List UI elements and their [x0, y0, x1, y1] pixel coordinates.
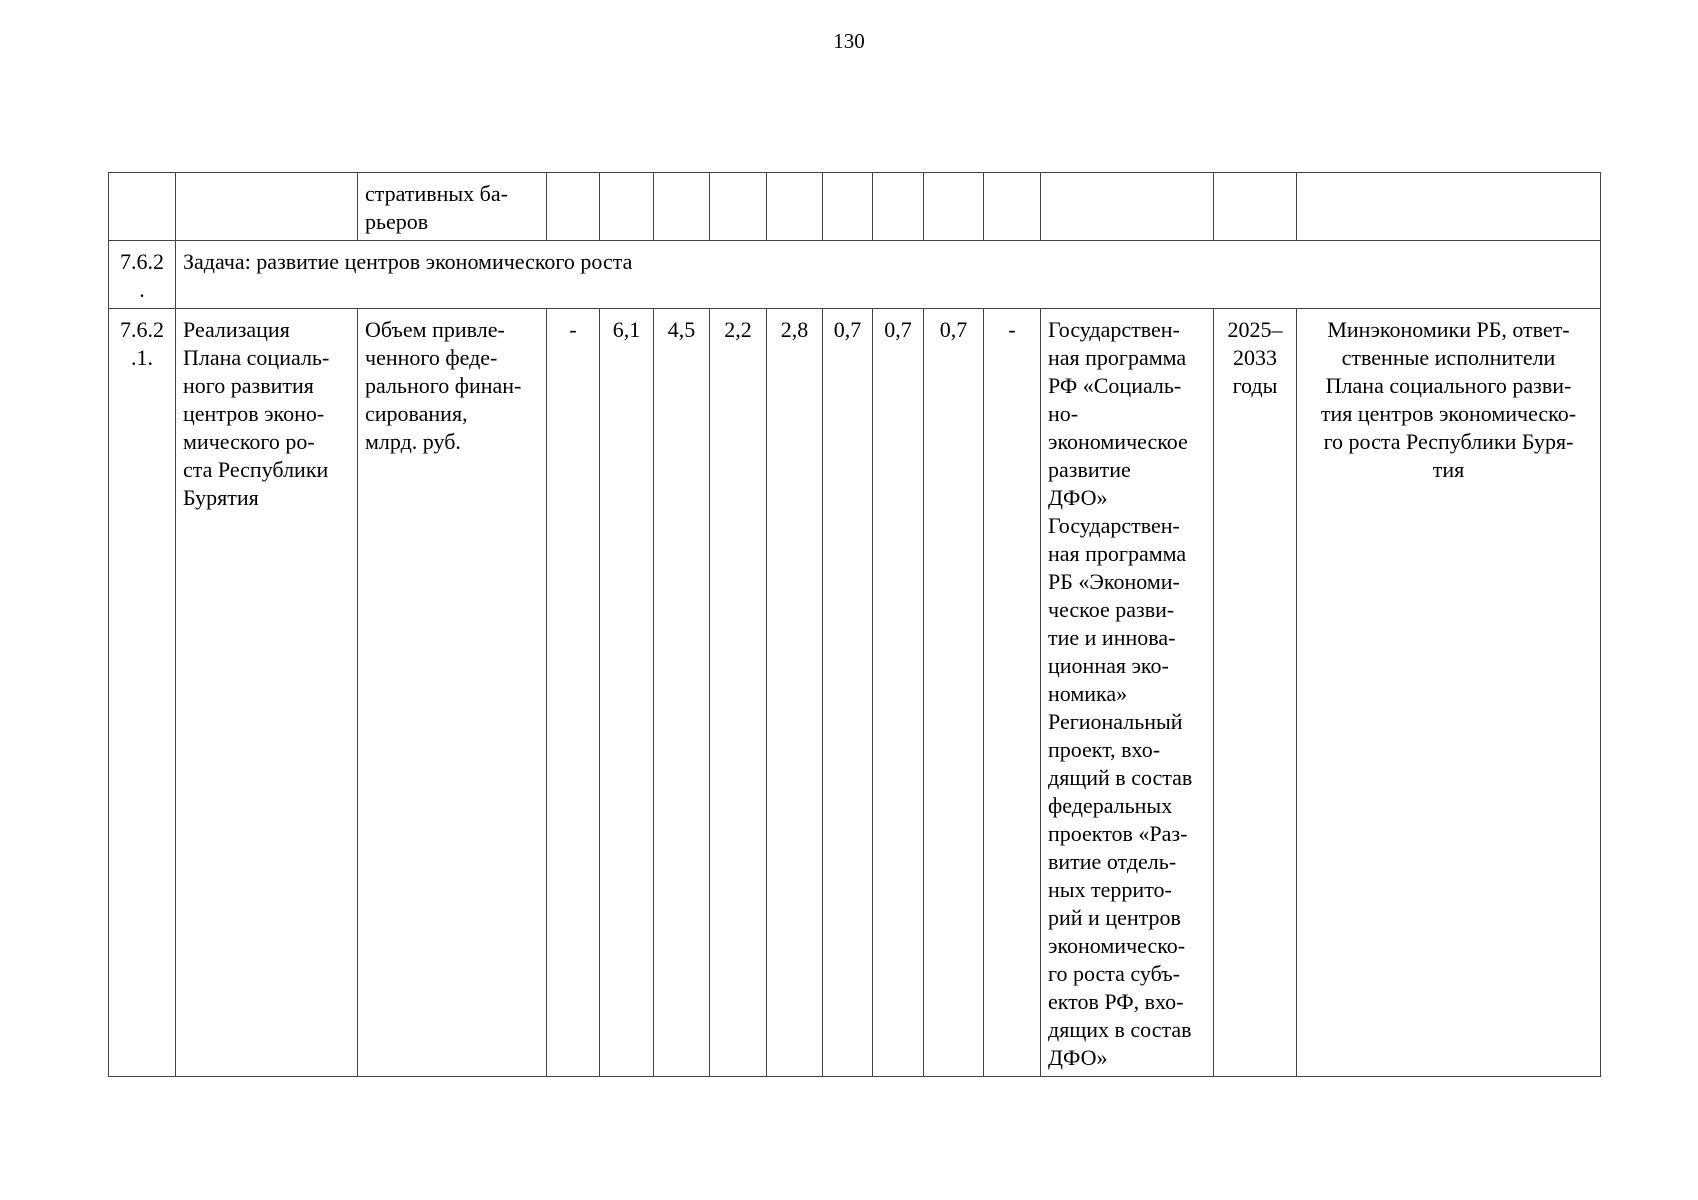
measure-period: 2025– 2033 годы	[1214, 309, 1297, 1077]
task-number: 7.6.2 .	[109, 241, 176, 309]
value-cell: 0,7	[823, 309, 873, 1077]
measure-executors: Минэкономики РБ, ответ- ственные исполнители Плана социального разви- тия центров экономическо- го роста Республики Буря- тия	[1297, 309, 1601, 1077]
cell-executors	[1297, 173, 1601, 241]
cell-period	[1214, 173, 1297, 241]
measure-programs: Государствен- ная программа РФ «Социаль- но- экономическое развитие ДФО» Государствен- ная программа РБ «Экономи- ческое разви- тие и иннова- ционная эко- номика» Региональный проект, вхо- дящий в состав федеральных проектов «Раз- витие отдель- ных террито- рий и центров экономическо- го роста субъ- ектов РФ, вхо- дящих в состав ДФО»	[1041, 309, 1214, 1077]
cell-activity	[176, 173, 358, 241]
measure-indicator: Объем привле- ченного феде- рального финан- сирования, млрд. руб.	[358, 309, 547, 1077]
measure-number: 7.6.2 .1.	[109, 309, 176, 1077]
value-cell: 4,5	[654, 309, 710, 1077]
cell-value	[873, 173, 924, 241]
table-row-task	[109, 241, 1601, 309]
cell-number	[109, 173, 176, 241]
cell-value	[984, 173, 1041, 241]
value-cell: 6,1	[600, 309, 654, 1077]
cell-indicator	[358, 173, 547, 241]
cell-value	[767, 173, 823, 241]
page-number: 130	[833, 29, 865, 53]
value-cell: -	[984, 309, 1041, 1077]
cell-value	[924, 173, 984, 241]
cell-programs	[1041, 173, 1214, 241]
value-cell: 0,7	[873, 309, 924, 1077]
cell-value	[710, 173, 767, 241]
value-cell: 2,8	[767, 309, 823, 1077]
cell-value	[600, 173, 654, 241]
measure-activity: Реализация Плана социаль- ного развития центров эконо- мического ро- ста Республики Бурятия	[176, 309, 358, 1077]
table-row-measure	[109, 309, 1601, 1077]
cell-value	[654, 173, 710, 241]
indicator-text: стративных ба- рьеров	[365, 181, 508, 234]
cell-value	[823, 173, 873, 241]
table-row-continuation	[109, 173, 1601, 241]
value-cell: 0,7	[924, 309, 984, 1077]
cell-value	[547, 173, 600, 241]
measures-table	[108, 172, 1601, 1077]
task-title: Задача: развитие центров экономического роста	[176, 241, 1601, 309]
value-cell: -	[547, 309, 600, 1077]
value-cell: 2,2	[710, 309, 767, 1077]
